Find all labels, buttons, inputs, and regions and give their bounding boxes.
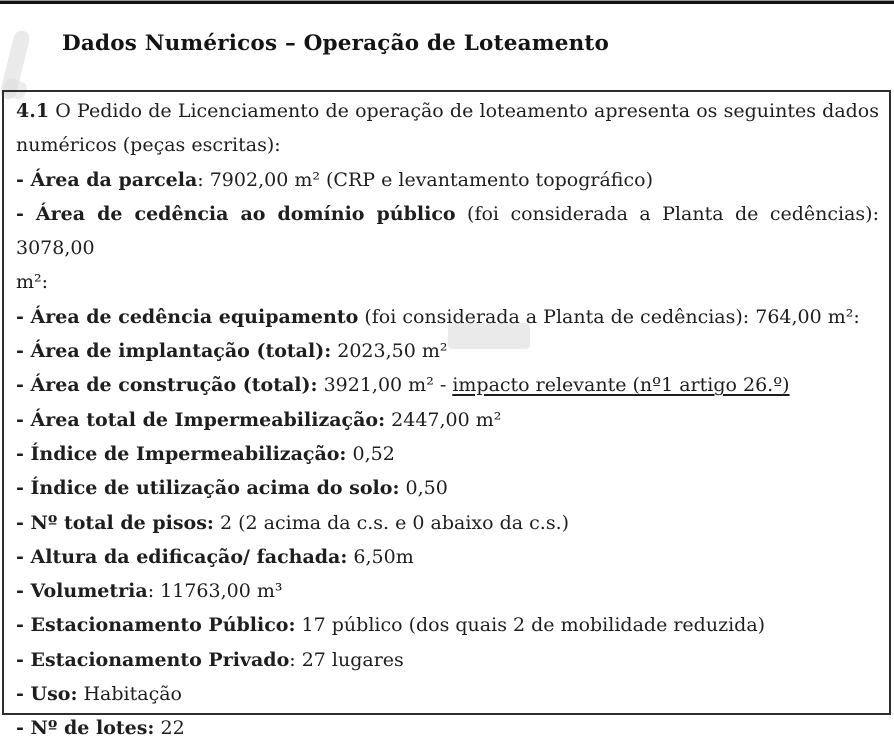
data-line <box>16 128 879 162</box>
underlined-note: impacto relevante (nº1 artigo 26.º) <box>452 374 790 397</box>
numeric-data-box <box>2 90 891 740</box>
text-segment: 2023,50 m² <box>331 340 448 363</box>
data-line <box>16 334 879 368</box>
text-segment: 17 público (dos quais 2 de mobilidade reduzida) <box>295 614 766 637</box>
item-label: - Área de implantação (total): <box>16 340 332 363</box>
text-segment: : 27 lugares <box>289 648 404 671</box>
data-line <box>16 711 879 745</box>
item-label: - Índice de Impermeabilização: <box>16 442 347 465</box>
text-segment: (foi considerada a Planta de cedências): 3078,00 <box>16 202 879 260</box>
item-label: - Área de cedência equipamento <box>16 305 359 328</box>
data-line <box>16 300 879 334</box>
text-segment: Habitação <box>77 683 182 706</box>
data-lines <box>16 94 879 746</box>
text-segment: numéricos (peças escritas): <box>16 134 281 157</box>
text-segment: m²: <box>16 271 49 294</box>
text-segment: 2447,00 m² <box>385 408 502 431</box>
text-segment: 3921,00 m² - <box>317 374 453 397</box>
text-segment: 22 <box>154 717 185 740</box>
text-segment: 0,50 <box>399 477 448 500</box>
item-label: - Uso: <box>16 683 78 706</box>
text-segment: O Pedido de Licenciamento de operação de loteamento apresenta os seguintes dados <box>49 100 879 122</box>
item-label: - Índice de utilização acima do solo: <box>16 477 400 500</box>
data-line <box>16 643 879 677</box>
item-label: - Área da parcela <box>16 168 198 191</box>
data-line <box>16 437 879 471</box>
item-label: - Estacionamento Público: <box>16 614 296 637</box>
text-segment: 6,50m <box>347 545 414 568</box>
text-segment: (foi considerada a Planta de cedências): 764,00 m²: <box>358 305 860 328</box>
page-top-rule <box>0 0 894 5</box>
text-segment: : 11763,00 m³ <box>147 580 283 603</box>
data-line <box>16 163 879 197</box>
item-label: - Área total de Impermeabilização: <box>16 408 386 431</box>
item-label: - Nº total de pisos: <box>16 511 214 534</box>
data-line <box>16 540 879 574</box>
item-label: - Área de cedência ao domínio público <box>16 202 456 225</box>
item-label: - Estacionamento Privado <box>16 648 290 671</box>
data-line <box>16 677 879 711</box>
data-line <box>16 574 879 608</box>
text-segment: : 7902,00 m² (CRP e levantamento topográfico) <box>197 168 653 191</box>
text-segment: 0,52 <box>346 442 395 465</box>
item-label: - Área de construção (total): <box>16 374 318 397</box>
item-label: - Altura da edificação/ fachada: <box>16 545 348 568</box>
data-line <box>16 608 879 642</box>
item-label: - Volumetria <box>16 580 148 603</box>
data-line <box>16 368 879 402</box>
data-line <box>16 265 879 299</box>
text-segment: 2 (2 acima da c.s. e 0 abaixo da c.s.) <box>213 511 570 534</box>
data-line <box>16 471 879 505</box>
data-line <box>16 403 879 437</box>
data-line <box>16 94 879 128</box>
section-title: Dados Numéricos – Operação de Loteamento <box>62 31 610 56</box>
data-line <box>16 197 879 266</box>
item-label: 4.1 <box>16 100 50 122</box>
item-label: - Nº de lotes: <box>16 717 155 740</box>
data-line <box>16 506 879 540</box>
